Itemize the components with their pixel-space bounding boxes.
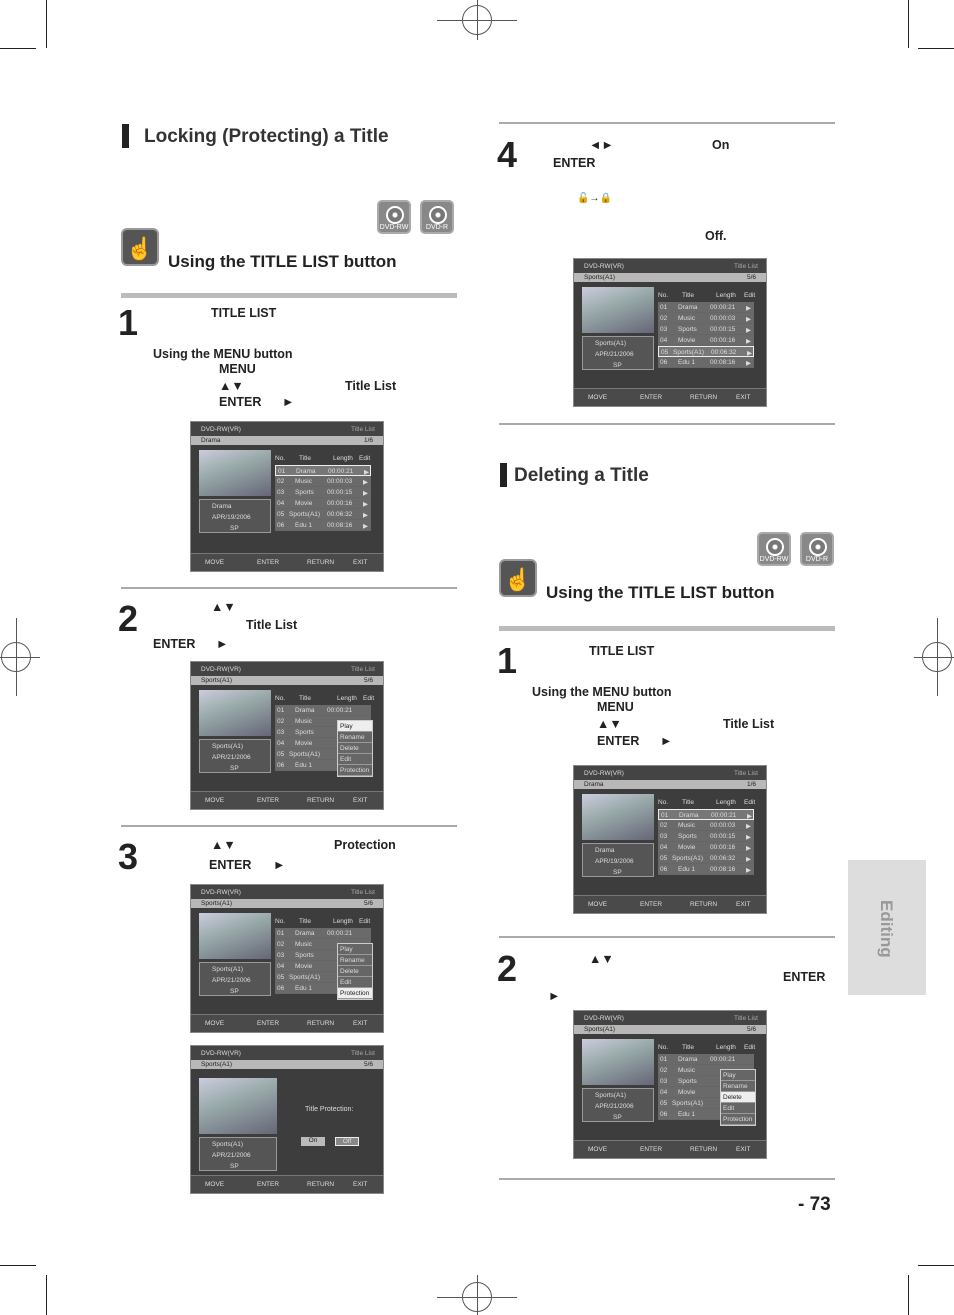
crop-mark (0, 1265, 36, 1266)
registration-mark (16, 618, 17, 696)
step-text: ENTER (553, 156, 596, 170)
step-text: ▲▼ (211, 838, 236, 852)
step-text: ▲▼ (211, 600, 236, 614)
crop-mark (908, 0, 909, 48)
step-number: 2 (497, 948, 518, 989)
step-text: Using the MENU button (532, 685, 672, 699)
step-text: ▲▼ (597, 717, 622, 731)
step-text: ENTER (783, 970, 826, 984)
step-text: ENTER (153, 637, 196, 651)
step-text: ENTER (209, 858, 252, 872)
thumbnail (582, 1039, 654, 1085)
thumbnail (199, 690, 271, 736)
step-text: ENTER (219, 395, 262, 409)
heading-bar (122, 124, 129, 148)
off-option[interactable]: Off (335, 1137, 359, 1146)
dvd-rw-icon: DVD-RW (377, 200, 411, 234)
divider (499, 626, 835, 631)
thumbnail (582, 794, 654, 840)
step-text: ► (282, 395, 295, 409)
step-text: Title List (246, 618, 298, 632)
side-tab: Editing (848, 860, 926, 995)
heading-bar (500, 463, 507, 487)
step-number: 1 (497, 640, 518, 681)
dvd-r-icon: DVD-R (420, 200, 454, 234)
dvd-rw-icon: DVD-RW (757, 532, 791, 566)
osd-screen: DVD-RW(VR) Title List Drama 1/6 Drama APR/19/2006 SP No. Title Length Edit 01 Drama 00:00:21 ▶ 02 Music 00:00:03 ▶ 03 Sports 00:00:15 ▶ 04 Movie 00:00:16 ▶ 05 Sports(A1) 00:06:32 ▶ 06 Edu 1 00:08:16 ▶ MOVE ENTER RETURN EXIT (573, 765, 767, 914)
registration-mark (477, 0, 478, 40)
step-text: ► (660, 734, 673, 748)
divider (499, 122, 835, 124)
step-text: ► (548, 989, 561, 1003)
section-title: Deleting a Title (514, 465, 649, 486)
on-option[interactable]: On (301, 1137, 325, 1146)
step-number: 4 (497, 134, 518, 175)
step-text: Title List (723, 717, 775, 731)
section-title: Locking (Protecting) a Title (144, 126, 389, 147)
osd-screen: DVD-RW(VR) Title List Drama 1/6 Drama APR/19/2006 SP No. Title Length Edit 01 Drama 00:00:21 ▶ 02 Music 00:00:03 ▶ 03 Sports 00:00:15 ▶ 04 Movie 00:00:16 ▶ 05 Sports(A1) 00:06:32 ▶ 06 Edu 1 00:08:16 ▶ MOVE ENTER RETURN EXIT (190, 421, 384, 572)
dvd-r-icon: DVD-R (800, 532, 834, 566)
hand-icon: ☝ (499, 559, 537, 597)
divider (499, 423, 835, 425)
thumbnail (199, 1078, 277, 1134)
step-text: Protection (334, 838, 396, 852)
lock-icon: 🔓→🔒 (577, 193, 612, 204)
step-text: Using the MENU button (153, 347, 293, 361)
osd-screen: DVD-RW(VR) Title List Sports(A1) 5/6 Sports(A1) APR/21/2006 SP No. Title Length Edit 01 Drama 00:00:21 ▶ 02 Music 00:00:03 ▶ 03 Sports 00:00:15 ▶ 04 Movie 00:00:16 ▶ 05 Sports(A1) 00:06:32 ▶ 06 Edu 1 00:08:16 ▶ MOVE ENTER RETURN EXIT (573, 258, 767, 407)
divider (121, 825, 457, 827)
hand-icon: ☝ (121, 228, 159, 266)
step-text: ▲▼ (589, 952, 614, 966)
divider (121, 587, 457, 589)
step-text: ► (216, 637, 229, 651)
divider (499, 1178, 835, 1180)
crop-mark (918, 1265, 954, 1266)
registration-mark (937, 618, 938, 696)
page-number: - 73 (798, 1194, 831, 1215)
step-text: Off. (705, 229, 727, 243)
registration-mark (914, 657, 954, 658)
crop-mark (908, 1275, 909, 1315)
thumbnail (199, 450, 271, 496)
crop-mark (46, 0, 47, 48)
subsection-title: Using the TITLE LIST button (546, 583, 775, 602)
step-number: 2 (118, 598, 139, 639)
step-text: ENTER (597, 734, 640, 748)
step-text: ► (273, 858, 286, 872)
registration-mark (477, 1275, 478, 1315)
divider (499, 936, 835, 938)
step-text: On (712, 138, 730, 152)
step-text: ▲▼ (219, 379, 244, 393)
step-text: ◄► (589, 138, 614, 152)
thumbnail (582, 287, 654, 333)
step-text: MENU (597, 700, 634, 714)
crop-mark (918, 48, 954, 49)
crop-mark (46, 1275, 47, 1315)
divider (121, 293, 457, 298)
step-text: MENU (219, 362, 256, 376)
osd-screen: DVD-RW(VR) Title List Sports(A1) 5/6 Sports(A1) APR/21/2006 SP Title Protection: On Off MOVE ENTER RETURN EXIT (190, 1045, 384, 1194)
thumbnail (199, 913, 271, 959)
step-number: 1 (118, 302, 139, 343)
subsection-title: Using the TITLE LIST button (168, 252, 397, 271)
osd-screen: DVD-RW(VR) Title List Sports(A1) 5/6 Sports(A1) APR/21/2006 SP No. Title Length Edit 01 Drama 00:00:21 02 Music 03 Sports 04 Movie 05 Sports(A1) 06 Edu 1 Play Rename Delete Edit Protection MOVE ENTER RETURN EXIT (190, 661, 384, 810)
step-text: TITLE LIST (211, 306, 277, 320)
registration-mark (0, 657, 40, 658)
step-text: TITLE LIST (589, 644, 655, 658)
osd-screen: DVD-RW(VR) Title List Sports(A1) 5/6 Sports(A1) APR/21/2006 SP No. Title Length Edit 01 Drama 00:00:21 02 Music 03 Sports 04 Movie 05 Sports(A1) 06 Edu 1 Play Rename Delete Edit Protection MOVE ENTER RETURN EXIT (190, 884, 384, 1033)
protection-label: Title Protection: (305, 1106, 354, 1113)
step-text: Title List (345, 379, 397, 393)
step-number: 3 (118, 836, 139, 877)
crop-mark (0, 48, 36, 49)
osd-screen: DVD-RW(VR) Title List Sports(A1) 5/6 Sports(A1) APR/21/2006 SP No. Title Length Edit 01 Drama 00:00:21 02 Music 03 Sports 04 Movie 05 Sports(A1) 06 Edu 1 Play Rename Delete Edit Protection MOVE ENTER RETURN EXIT (573, 1010, 767, 1159)
